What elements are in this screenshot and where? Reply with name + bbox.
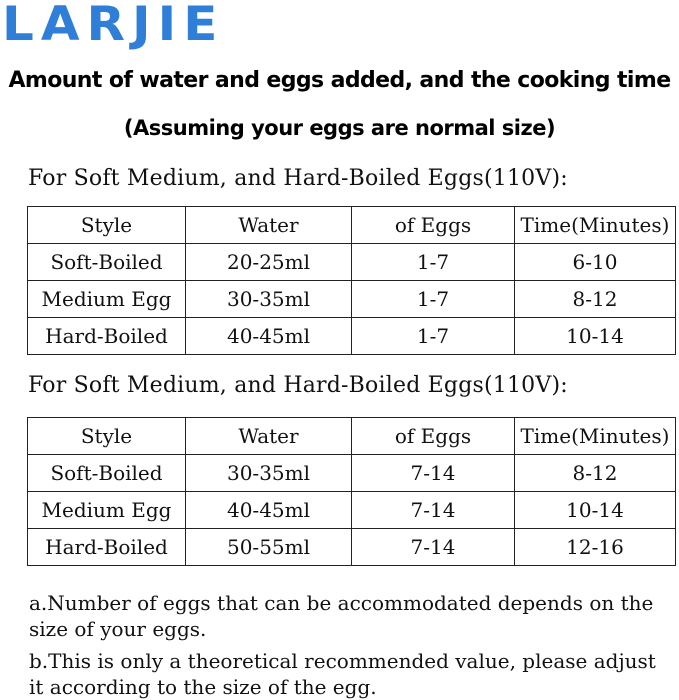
brand-logo bbox=[2, 0, 225, 52]
table-row bbox=[28, 529, 676, 566]
cell-time: 8-12 bbox=[515, 281, 676, 318]
cell-time: 8-12 bbox=[515, 455, 676, 492]
cell-water: 50-55ml bbox=[186, 529, 352, 566]
table-row bbox=[28, 318, 676, 355]
cell-water: 30-35ml bbox=[186, 455, 352, 492]
header-time: Time(Minutes) bbox=[515, 418, 676, 455]
note-b: b.This is only a theoretical recommended value, please adjust it according to the size of the egg. bbox=[29, 649, 656, 699]
brand-logo-text: LARJIE bbox=[2, 0, 225, 52]
cell-eggs: 1-7 bbox=[352, 244, 515, 281]
cell-style: Medium Egg bbox=[28, 281, 186, 318]
cooking-table-large-batch bbox=[27, 417, 676, 566]
header-style: Style bbox=[28, 418, 186, 455]
cell-time: 12-16 bbox=[515, 529, 676, 566]
table-row bbox=[28, 281, 676, 318]
header-water: Water bbox=[186, 418, 352, 455]
cell-water: 20-25ml bbox=[186, 244, 352, 281]
table-row bbox=[28, 244, 676, 281]
cell-style: Hard-Boiled bbox=[28, 318, 186, 355]
table-header-row bbox=[28, 418, 676, 455]
header-water: Water bbox=[186, 207, 352, 244]
cell-style: Soft-Boiled bbox=[28, 244, 186, 281]
cell-eggs: 7-14 bbox=[352, 529, 515, 566]
table-2-title: For Soft Medium, and Hard-Boiled Eggs(110V): bbox=[28, 373, 568, 398]
cell-eggs: 7-14 bbox=[352, 455, 515, 492]
cell-water: 40-45ml bbox=[186, 492, 352, 529]
cell-style: Medium Egg bbox=[28, 492, 186, 529]
note-a: a.Number of eggs that can be accommodated depends on the size of your eggs. bbox=[29, 591, 654, 641]
header-style: Style bbox=[28, 207, 186, 244]
cell-water: 40-45ml bbox=[186, 318, 352, 355]
cell-style: Soft-Boiled bbox=[28, 455, 186, 492]
table-row bbox=[28, 492, 676, 529]
cell-water: 30-35ml bbox=[186, 281, 352, 318]
cell-time: 6-10 bbox=[515, 244, 676, 281]
header-time: Time(Minutes) bbox=[515, 207, 676, 244]
table-1-title: For Soft Medium, and Hard-Boiled Eggs(110V): bbox=[28, 166, 568, 191]
cooking-table-small-batch bbox=[27, 206, 676, 355]
page-subtitle: (Assuming your eggs are normal size) bbox=[123, 116, 556, 140]
cell-time: 10-14 bbox=[515, 492, 676, 529]
page-title: Amount of water and eggs added, and the cooking time bbox=[8, 68, 671, 93]
cell-style: Hard-Boiled bbox=[28, 529, 186, 566]
cell-time: 10-14 bbox=[515, 318, 676, 355]
cell-eggs: 7-14 bbox=[352, 492, 515, 529]
cell-eggs: 1-7 bbox=[352, 281, 515, 318]
header-eggs: of Eggs bbox=[352, 418, 515, 455]
header-eggs: of Eggs bbox=[352, 207, 515, 244]
table-row bbox=[28, 455, 676, 492]
table-header-row bbox=[28, 207, 676, 244]
cell-eggs: 1-7 bbox=[352, 318, 515, 355]
